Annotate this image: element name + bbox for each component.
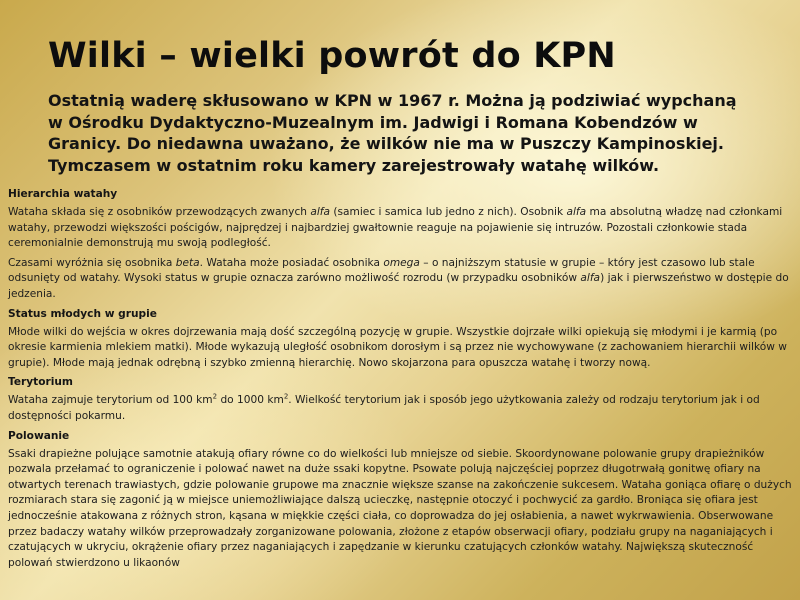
text-run: do 1000 km (217, 394, 284, 407)
section-heading-hierarchy: Hierarchia watahy (8, 188, 118, 200)
text-run: ) jak i pierwszeństwo w dostępie do jedzenia. (8, 272, 789, 300)
slide-body (8, 187, 792, 575)
text-run: Czasami wyróżnia się osobnika (8, 256, 176, 269)
territory-paragraph (8, 393, 792, 424)
text-run: Wataha zajmuje terytorium od 100 km (8, 394, 213, 407)
superscript: 2 (283, 392, 289, 401)
term-alfa: alfa (566, 206, 587, 218)
hierarchy-paragraph-2 (8, 256, 792, 303)
term-alfa: alfa (310, 206, 331, 218)
slide-title: Wilki – wielki powrót do KPN (48, 36, 616, 76)
slide-subtitle: Ostatnią waderę skłusowano w KPN w 1967 r. Można ją podziwiać wypchaną w Ośrodku Dydaktyczno-Muzealnym im. Jadwigi i Romana Kobendzów w Granicy. Do niedawna uważano, że wilków nie ma w Puszczy Kampinoskiej. Tymczasem w ostatnim roku kamery zarejestrowały watahę wilków. (48, 91, 737, 175)
text-run: – o najniższym statusie w grupie – który jest czasowo lub stale odsunięty od watahy. Wysoki status w grupie oznacza zarówno możliwość rozrodu (w przypadku osobników (8, 256, 755, 285)
superscript: 2 (212, 392, 218, 401)
term-beta: beta (175, 256, 200, 269)
term-omega: omega (383, 256, 420, 269)
section-heading-young: Status młodych w grupie (8, 307, 157, 320)
section-young (8, 307, 792, 372)
young-paragraph: Młode wilki do wejścia w okres dojrzewania mają dość szczególną pozycję w grupie. Wszystkie dojrzałe wilki opiekują się młodymi i je karmią (po okresie karmienia mlekiem matki). Młode wykazują uległość osobnikom dorosłym i są przez nie wychowywane (z zachowaniem hierarchii wilków w grupie). Młode mają jednak odrębną i szybko zmienną hierarchię. Nowo skojarzona para opuszcza watahę i tworzy nową. (8, 325, 787, 369)
text-run: . Wataha może posiadać osobnika (199, 256, 384, 269)
section-hunting (8, 429, 792, 572)
section-heading-hunting: Polowanie (8, 429, 70, 442)
section-territory (8, 375, 792, 424)
term-alfa: alfa (580, 272, 601, 285)
hunting-paragraph: Ssaki drapieżne polujące samotnie atakują ofiary równe co do wielkości lub mniejsze od siebie. Skoordynowane polowanie grupy drapieżników pozwala przełamać to ograniczenie i polować nawet na duże ssaki kopytne. Psowate polują najczęściej poprzez długotrwałą gonitwę ofiary na otwartych terenach trawiastych, gdzie polowanie grupowe ma znacznie większe szanse na zakończenie sukcesem. Wataha goniąca ofiarę o dużych rozmiarach stara się zagonić ją w miejsce uniemożliwiające dalszą ucieczkę, następnie otoczyć i pochwycić za gardło. Broniąca się ofiara jest jednocześnie atakowana z różnych stron, kąsana w miękkie części ciała, co doprowadza do jej osłabienia, a nawet wykrwawienia. Obserwowane przez badaczy watahy wilków przeprowadzały zorganizowane polowania, złożone z etapów obserwacji ofiary, podziału grupy na naganiających i czatujących w ukryciu, okrążenie ofiary przez naganiających i zapędzanie w kierunku czatujących członków watahy. Największą skuteczność polowań stwierdzono u likaonów (8, 447, 792, 569)
section-heading-territory: Terytorium (8, 376, 73, 389)
hierarchy-paragraph-1 (8, 205, 792, 252)
text-run: (samiec i samica lub jedno z nich). Osobnik (330, 206, 567, 218)
text-run: ma absolutną władzę nad członkami watahy, przewodzi większości pościgów, najprędzej i najbardziej gwałtownie reaguje na pojawienie się intruzów. Pozostali członkowie stada ceremonialnie demonstrują mu swoją podległość. (8, 206, 783, 250)
text-run: . Wielkość terytorium jak i sposób jego użytkowania zależy od rodzaju terytorium jak i od dostępności pokarmu. (8, 394, 760, 422)
section-hierarchy (8, 187, 792, 303)
text-run: Wataha składa się z osobników przewodzących zwanych (8, 206, 311, 218)
